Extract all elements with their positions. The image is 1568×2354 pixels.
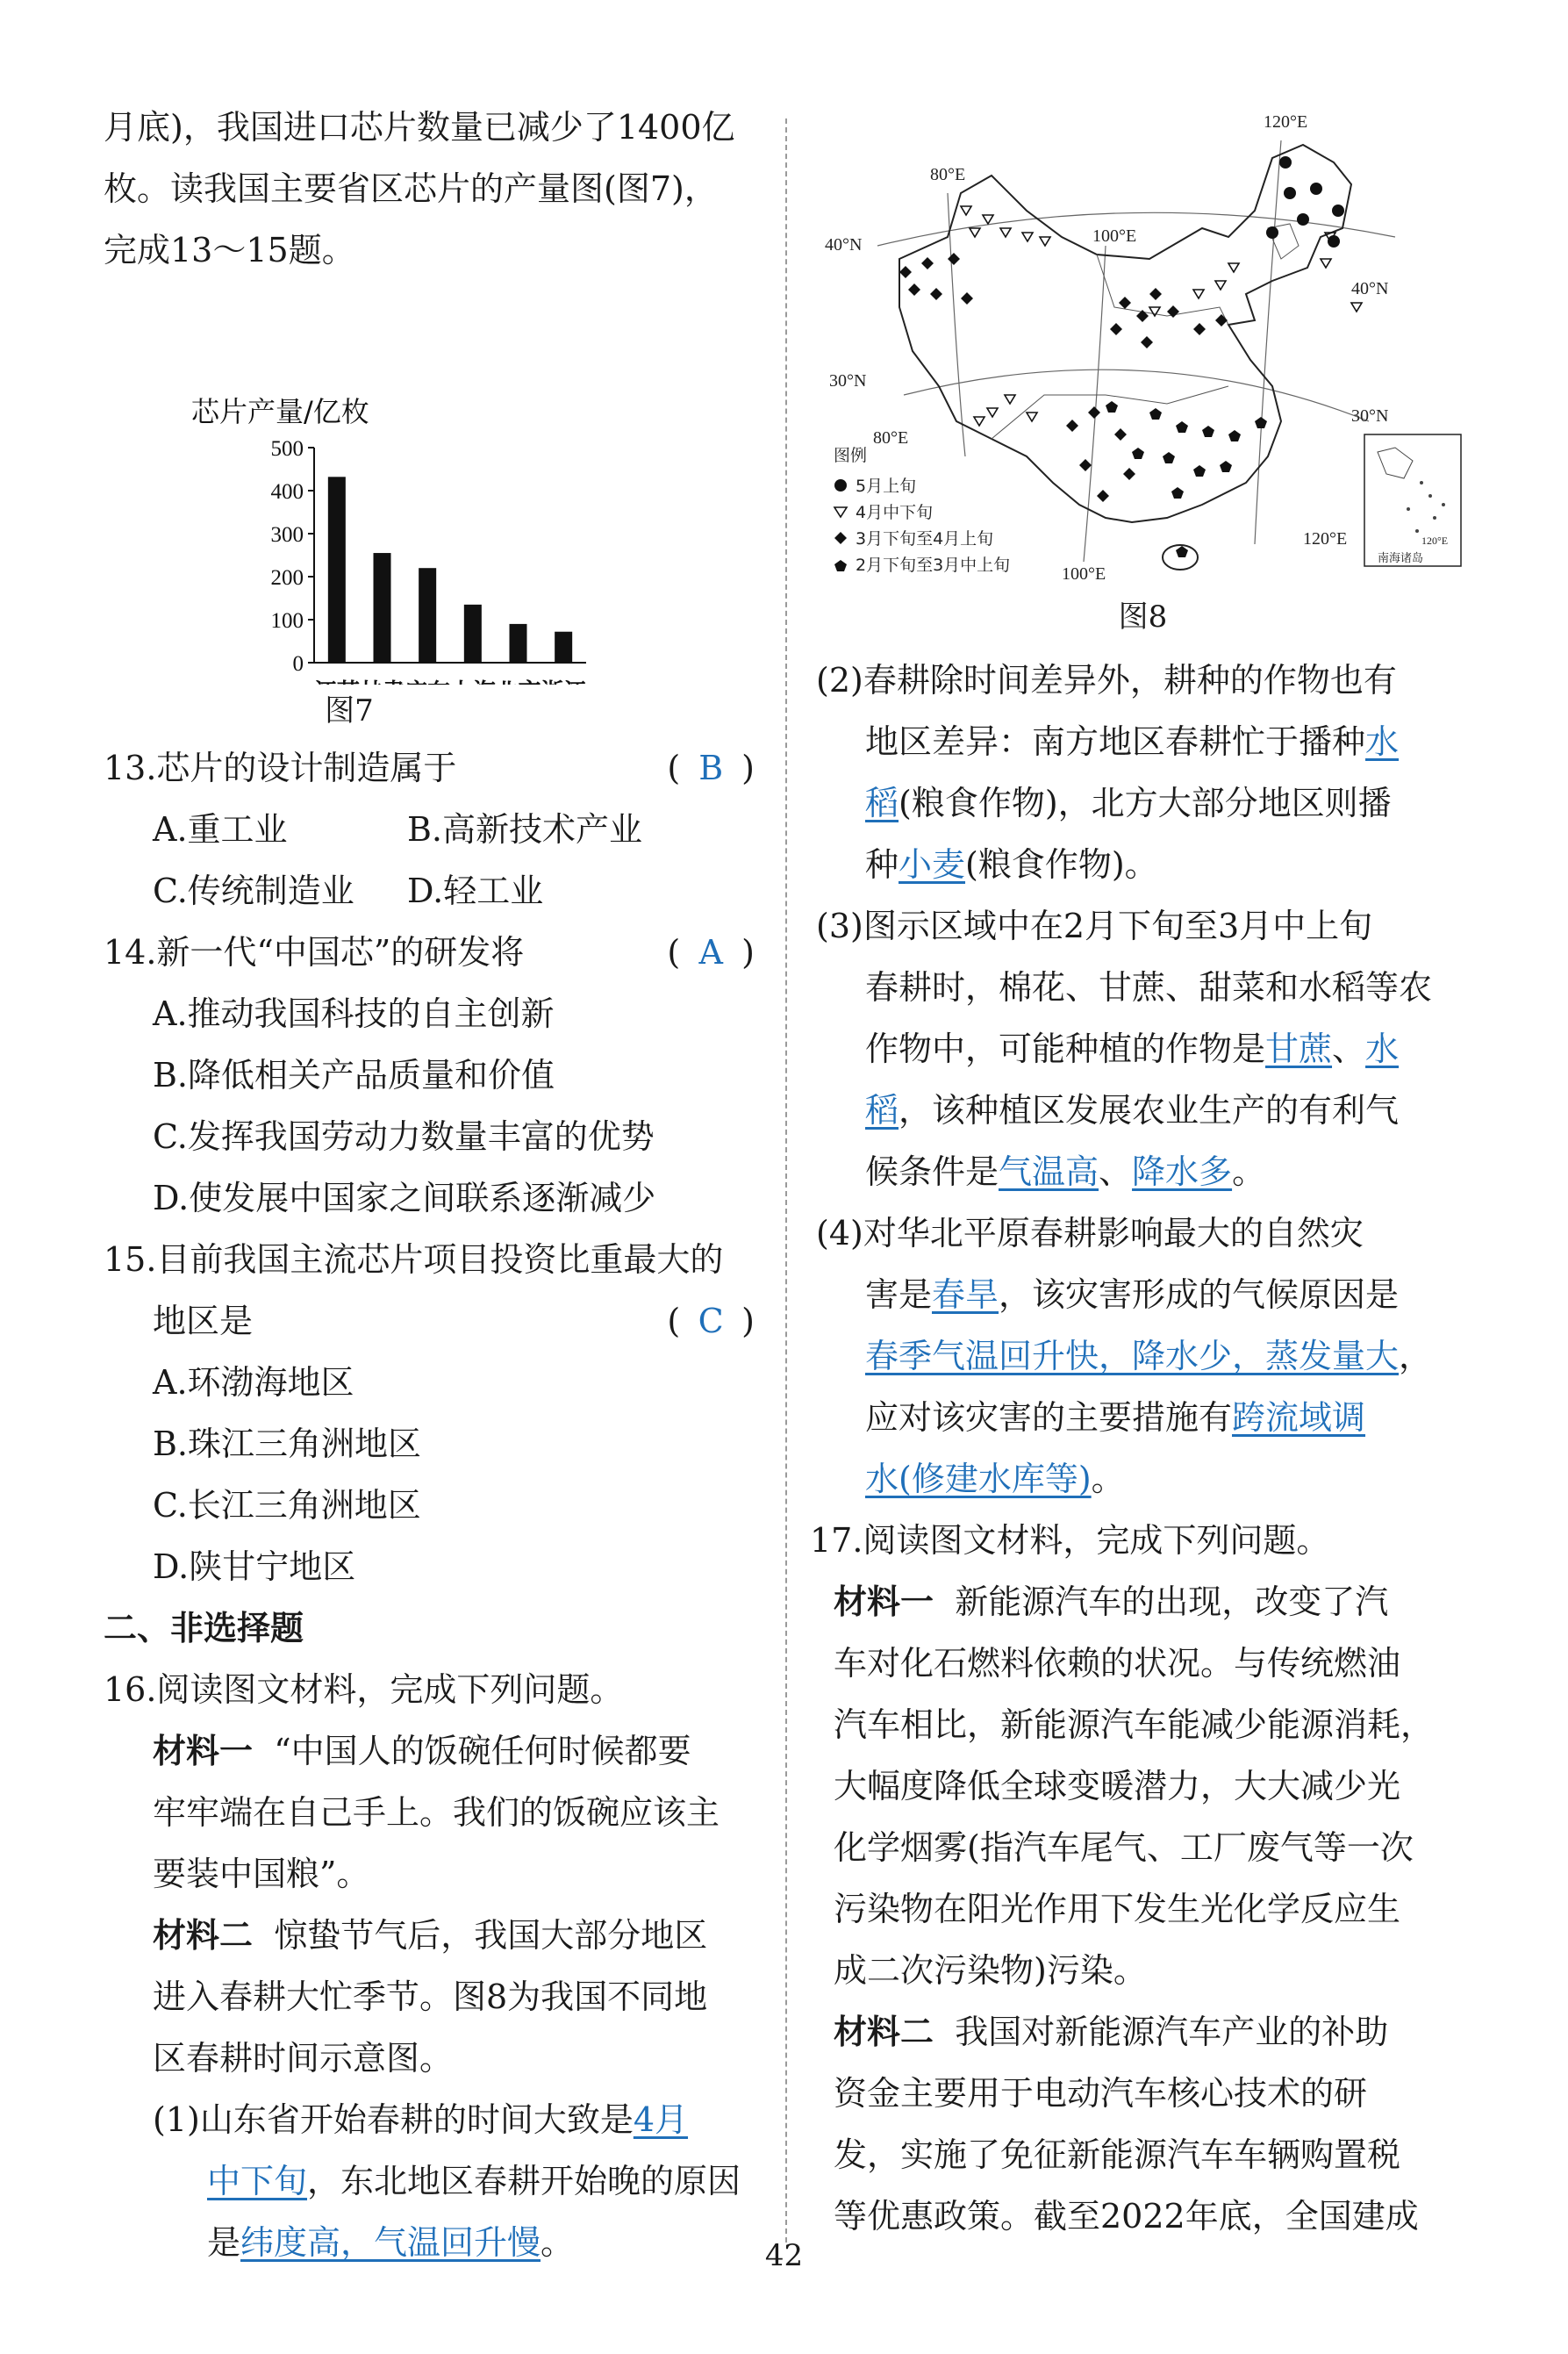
right-column xyxy=(810,105,1470,2247)
label-30n-west: 30°N xyxy=(829,371,867,391)
map-legend xyxy=(834,446,1010,575)
q16-part2-text-4b: (粮食作物)。 xyxy=(965,845,1158,884)
q16-part3-sep: 、 xyxy=(1332,1030,1366,1068)
figure-8 xyxy=(816,105,1470,635)
label-80e-top: 80°E xyxy=(930,165,966,184)
q16-part4-answer-2: 春季气温回升快，降水少，蒸发量大 xyxy=(865,1337,1400,1375)
q16-part3-answer-4: 降水多 xyxy=(1132,1152,1233,1191)
inset-islands xyxy=(1407,481,1445,533)
column-divider xyxy=(785,118,787,2243)
q16-part4-text-2b: ，该灾害形成的气候原因是 xyxy=(999,1275,1400,1314)
chart-bar-5 xyxy=(510,624,527,663)
q16-part4-answer-1: 春旱 xyxy=(932,1275,999,1314)
q16-part1-line-2 xyxy=(104,2150,755,2212)
lon-80-line xyxy=(948,193,965,456)
q16-part2-line-1: (2)春耕除时间差异外，耕种的作物也有 xyxy=(816,661,1397,700)
q16-part1-answer-2: 纬度高，气温回升慢 xyxy=(240,2223,541,2262)
q17-material-2-line-2: 资金主要用于电动汽车核心技术的研 xyxy=(834,2074,1368,2113)
q16-part1-end: 。 xyxy=(541,2223,575,2262)
q16-part3-answer-3: 气温高 xyxy=(999,1152,1099,1191)
province-border xyxy=(1097,255,1228,325)
figure-7-caption: 图7 xyxy=(325,693,374,728)
label-100e-bottom: 100°E xyxy=(1062,564,1106,584)
legend-title: 图例 xyxy=(834,446,868,465)
q16-material-2-line-1 xyxy=(104,1905,755,1966)
q17-material-1-line-5: 化学烟雾(指汽车尾气、工厂废气等一次 xyxy=(834,1828,1414,1867)
q15-option-c: C.长江三角洲地区 xyxy=(153,1486,421,1525)
q16-part4-line-2 xyxy=(816,1264,1470,1325)
q16-part4-line-3 xyxy=(816,1325,1470,1387)
chart-y-tick-label: 200 xyxy=(270,566,304,590)
label-40n-east: 40°N xyxy=(1351,279,1389,298)
q13-answer-bracket: ( B ) xyxy=(667,737,755,799)
q14-answer-bracket: ( A ) xyxy=(667,922,755,983)
q15-stem-line-2 xyxy=(104,1290,755,1352)
q17-material-1-line-6: 污染物在阳光作用下发生光化学反应生 xyxy=(834,1890,1401,1928)
label-80e-bottom: 80°E xyxy=(873,428,909,448)
label-40n-west: 40°N xyxy=(825,235,863,255)
legend-triangle-icon xyxy=(834,507,847,517)
chart-y-tick-label: 0 xyxy=(292,652,304,676)
q16-part3-line-1: (3)图示区域中在2月下旬至3月中上旬 xyxy=(816,907,1373,945)
legend-pentagon-icon xyxy=(834,560,847,571)
legend-item-2: 4月中下旬 xyxy=(856,503,934,522)
q16-part2-text-4: 种 xyxy=(865,845,899,884)
q14-stem xyxy=(104,922,755,983)
q17-stem: 17.阅读图文材料，完成下列问题。 xyxy=(810,1521,1330,1560)
q16-part1-text-a: (1)山东省开始春耕的时间大致是 xyxy=(153,2100,634,2139)
q16-material-1-line-1 xyxy=(104,1720,755,1782)
q16-part2-text-2: 地区差异：南方地区春耕忙于播种 xyxy=(865,722,1366,761)
q14-option-b: B.降低相关产品质量和价值 xyxy=(153,1056,555,1094)
chart-bar-2 xyxy=(374,553,391,663)
label-100e-top: 100°E xyxy=(1092,226,1137,246)
q17-material-2-line-3: 发，实施了免征新能源汽车车辆购置税 xyxy=(834,2135,1401,2174)
q15-option-a: A.环渤海地区 xyxy=(153,1363,354,1402)
q16-part2-line-2 xyxy=(816,711,1470,772)
markers-april-mid-late xyxy=(961,206,1362,426)
figure-8-caption: 图8 xyxy=(1118,599,1168,635)
q16-part4-line-1: (4)对华北平原春耕影响最大的自然灾 xyxy=(816,1214,1364,1252)
label-30n-east: 30°N xyxy=(1351,406,1389,426)
q16-material-2-line-3: 区春耕时间示意图。 xyxy=(153,2039,454,2078)
q17-material-1-line-4: 大幅度降低全球变暖潜力，大大减少光 xyxy=(834,1767,1401,1805)
q16-part1-answer-1b: 中下旬 xyxy=(207,2162,308,2200)
label-120e-bottom: 120°E xyxy=(1303,529,1348,549)
q17-material-2-label: 材料二 xyxy=(834,2012,934,2051)
q16-part1-text-b: ，东北地区春耕开始晚的原因 xyxy=(307,2162,741,2200)
q16-part3-line-5 xyxy=(816,1141,1470,1202)
q16-part2-answer-1b: 稻 xyxy=(865,784,899,822)
chart-bar-6 xyxy=(555,632,572,663)
chart-y-tick-label: 300 xyxy=(270,523,304,547)
section-heading: 二、非选择题 xyxy=(104,1608,304,1647)
q15-option-b: B.珠江三角洲地区 xyxy=(153,1425,422,1463)
chart-bar-4 xyxy=(464,605,482,663)
q16-part3-answer-1: 甘蔗 xyxy=(1265,1030,1333,1068)
q17-material-2-line-4: 等优惠政策。截至2022年底，全国建成 xyxy=(834,2197,1419,2236)
q13-option-d: D.轻工业 xyxy=(407,872,544,910)
q16-material-1-line-3: 要装中国粮”。 xyxy=(153,1855,370,1893)
q15-stem: 15.目前我国主流芯片项目投资比重最大的 xyxy=(104,1240,724,1279)
label-inset-name: 南海诸岛 xyxy=(1378,551,1424,564)
chart-y-tick-label: 500 xyxy=(270,437,304,461)
q17-material-1-label: 材料一 xyxy=(834,1582,934,1621)
q16-part4-text-4: 应对该灾害的主要措施有 xyxy=(865,1398,1233,1437)
legend-item-4: 2月下旬至3月中上旬 xyxy=(856,556,1011,575)
q16-part2-answer-2: 小麦 xyxy=(899,845,966,884)
chart-bar-3 xyxy=(419,568,436,663)
q16-part2-line-3 xyxy=(816,772,1470,834)
intro-line-1: 月底)，我国进口芯片数量已减少了1400亿 xyxy=(104,108,735,147)
q16-part1-line-1 xyxy=(104,2089,755,2150)
q13-stem xyxy=(104,737,755,799)
q17-material-2-text-1: 我国对新能源汽车产业的补助 xyxy=(955,2013,1389,2051)
q13-options-row-1 xyxy=(104,799,755,860)
intro-line-2: 枚。读我国主要省区芯片的产量图(图7)， xyxy=(104,169,718,208)
q16-material-2-text-1: 惊蛰节气后，我国大部分地区 xyxy=(274,1916,708,1955)
q17-material-1-line-1 xyxy=(816,1571,1470,1633)
q16-material-2-line-2: 进入春耕大忙季节。图8为我国不同地 xyxy=(153,1977,708,2016)
q16-part1-text-c: 是 xyxy=(207,2223,241,2262)
lon-100-line xyxy=(1084,246,1106,562)
q17-material-1-line-2: 车对化石燃料依赖的状况。与传统燃油 xyxy=(834,1644,1401,1683)
q16-part4-line-5 xyxy=(816,1448,1470,1510)
label-inset-lon: 120°E xyxy=(1421,535,1449,547)
q13-text: 13.芯片的设计制造属于 xyxy=(104,749,457,787)
lat-30-line xyxy=(904,370,1369,421)
q15-text-2: 地区是 xyxy=(153,1302,254,1340)
chart-y-tick-label: 400 xyxy=(270,480,304,504)
q15-answer: C xyxy=(698,1302,724,1340)
q16-part3-text-4: ，该种植区发展农业生产的有利气 xyxy=(899,1091,1400,1130)
china-outline xyxy=(899,145,1351,522)
markers-march-late-april-early xyxy=(899,253,1228,502)
q16-stem: 16.阅读图文材料，完成下列问题。 xyxy=(104,1670,624,1709)
chip-output-bar-chart xyxy=(104,281,755,685)
q14-text: 14.新一代“中国芯”的研发将 xyxy=(104,933,525,972)
q13-option-b: B.高新技术产业 xyxy=(407,810,643,849)
q16-part3-end: 。 xyxy=(1232,1152,1266,1191)
q16-part3-line-4 xyxy=(816,1080,1470,1141)
q17-material-1-line-3: 汽车相比，新能源汽车能减少能源消耗， xyxy=(834,1705,1435,1744)
intro-line-3: 完成13～15题。 xyxy=(104,231,355,269)
q16-material-1-line-2: 牢牢端在自己手上。我们的饭碗应该主 xyxy=(153,1793,720,1832)
q13-options-row-2 xyxy=(104,860,755,922)
spring-ploughing-map xyxy=(816,105,1470,597)
q13-option-c: C.传统制造业 xyxy=(153,872,354,910)
chart-bar-1 xyxy=(328,477,346,663)
q16-material-2-label: 材料二 xyxy=(153,1915,254,1955)
q16-part4-text-2: 害是 xyxy=(865,1275,933,1314)
q16-part4-end: 。 xyxy=(1091,1460,1125,1498)
legend-diamond-icon xyxy=(834,532,847,544)
page-number: 42 xyxy=(764,2238,804,2273)
q14-answer: A xyxy=(698,933,723,972)
q15-option-d: D.陕甘宁地区 xyxy=(153,1547,356,1586)
q17-material-2-line-1 xyxy=(816,2001,1470,2063)
q16-part3-answer-2a: 水 xyxy=(1365,1030,1400,1068)
q16-part3-sep-2: 、 xyxy=(1099,1152,1133,1191)
q13-option-a: A.重工业 xyxy=(153,810,288,849)
q16-part3-line-2: 春耕时，棉花、甘蔗、甜菜和水稻等农 xyxy=(865,968,1433,1007)
inset-coastline xyxy=(1378,448,1413,478)
markers-may-early xyxy=(1266,156,1344,248)
q16-part3-answer-2b: 稻 xyxy=(865,1091,899,1130)
q14-option-c: C.发挥我国劳动力数量丰富的优势 xyxy=(153,1117,655,1156)
chart-y-tick-label: 100 xyxy=(270,609,304,633)
q16-part2-text-3: (粮食作物)，北方大部分地区则播 xyxy=(899,784,1392,822)
chart-y-axis-label: 芯片产量/亿枚 xyxy=(191,395,369,428)
q16-part4-line-4 xyxy=(816,1387,1470,1448)
q16-part3-text-5: 候条件是 xyxy=(865,1152,999,1191)
legend-circle-icon xyxy=(834,479,847,492)
q17-material-1-text-1: 新能源汽车的出现，改变了汽 xyxy=(955,1582,1389,1621)
q14-option-d: D.使发展中国家之间联系逐渐减少 xyxy=(153,1179,656,1217)
left-column xyxy=(104,97,755,2273)
q16-part2-line-4 xyxy=(816,834,1470,895)
q16-part4-comma: ， xyxy=(1399,1337,1433,1375)
q16-material-1-label: 材料一 xyxy=(153,1731,254,1770)
q16-part4-answer-3b: 水(修建水库等) xyxy=(865,1460,1092,1498)
q16-part2-answer-1a: 水 xyxy=(1365,722,1400,761)
legend-item-1: 5月上旬 xyxy=(856,477,917,496)
q14-option-a: A.推动我国科技的自主创新 xyxy=(153,994,555,1033)
label-120e-top: 120°E xyxy=(1264,112,1308,132)
figure-7 xyxy=(104,281,755,737)
q15-answer-bracket: ( C ) xyxy=(667,1290,755,1352)
q16-material-1-text-1: “中国人的饭碗任何时候都要 xyxy=(274,1732,691,1770)
q16-part3-text-3: 作物中，可能种植的作物是 xyxy=(865,1030,1266,1068)
q16-part1-answer-1a: 4月 xyxy=(633,2100,689,2139)
legend-item-3: 3月下旬至4月上旬 xyxy=(856,529,994,549)
q13-answer: B xyxy=(698,749,724,787)
q16-part3-line-3 xyxy=(816,1018,1470,1080)
q16-part4-answer-3a: 跨流域调 xyxy=(1232,1398,1366,1437)
q17-material-1-line-7: 成二次污染物)污染。 xyxy=(834,1951,1147,1990)
